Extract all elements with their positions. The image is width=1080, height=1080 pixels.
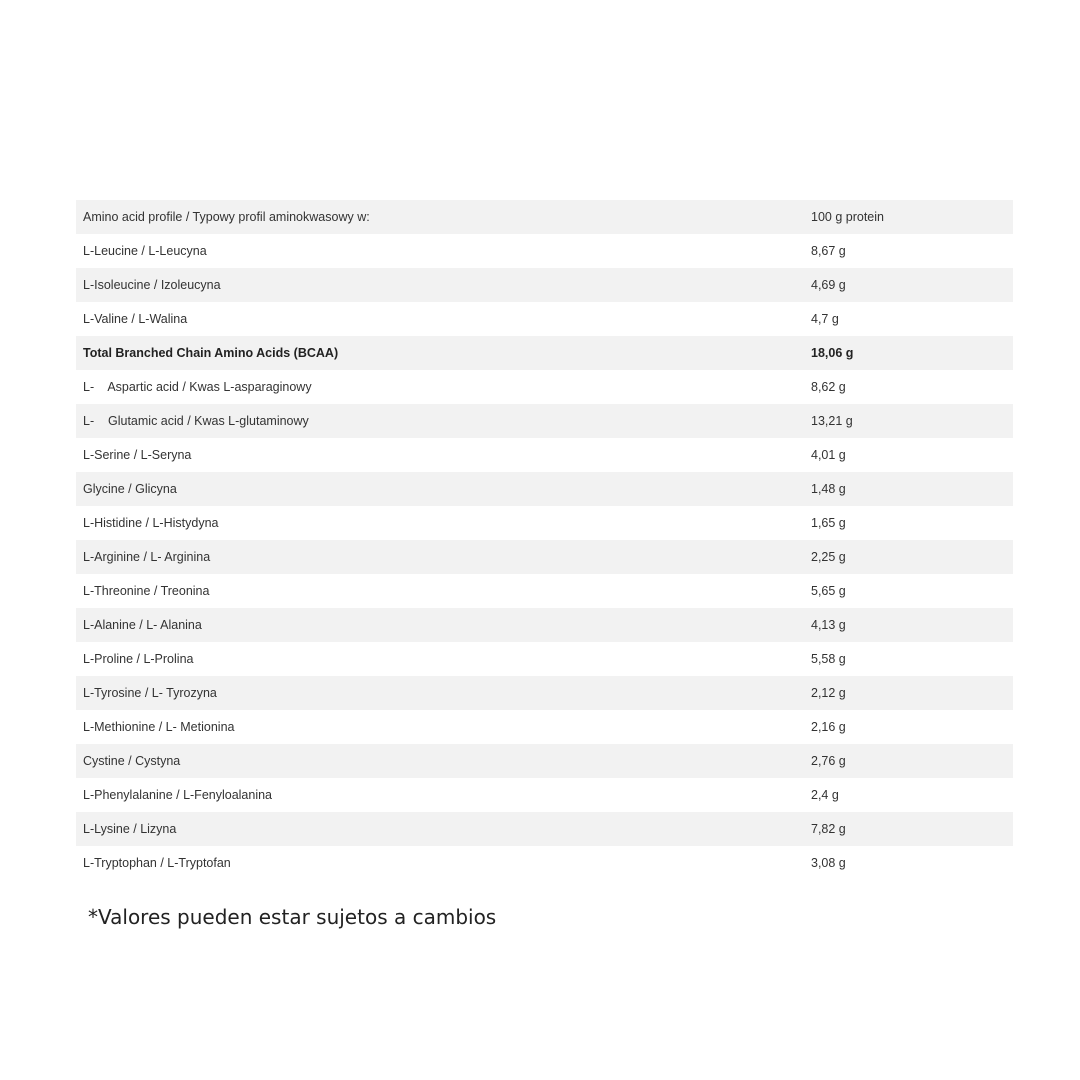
amino-acid-value: 2,25 g	[811, 550, 846, 564]
amino-acid-value: 3,08 g	[811, 856, 846, 870]
footnote: *Valores pueden estar sujetos a cambios	[88, 905, 497, 929]
table-row	[76, 778, 1013, 812]
amino-acid-name: L-Phenylalanine / L-Fenyloalanina	[83, 788, 273, 802]
amino-acid-name: Cystine / Cystyna	[83, 754, 181, 768]
table-row	[76, 676, 1013, 710]
amino-acid-value: 4,69 g	[811, 278, 846, 292]
amino-acid-name: L-Alanine / L- Alanina	[83, 618, 202, 632]
amino-acid-name: Amino acid profile / Typowy profil aminokwasowy w:	[83, 210, 370, 224]
table-row	[76, 744, 1013, 778]
amino-acid-name: L-Tyrosine / L- Tyrozyna	[83, 686, 217, 700]
amino-acid-table	[76, 200, 1013, 880]
amino-acid-name: L-Histidine / L-Histydyna	[83, 516, 219, 530]
table-row	[76, 404, 1013, 438]
table-row	[76, 472, 1013, 506]
table-row	[76, 302, 1013, 336]
amino-acid-value: 2,76 g	[811, 754, 846, 768]
table-row	[76, 370, 1013, 404]
amino-acid-name: L-Proline / L-Prolina	[83, 652, 194, 666]
amino-acid-value: 7,82 g	[811, 822, 846, 836]
amino-acid-value: 8,67 g	[811, 244, 846, 258]
table-row	[76, 642, 1013, 676]
amino-acid-value: 2,16 g	[811, 720, 846, 734]
amino-acid-value: 13,21 g	[811, 414, 853, 428]
amino-acid-value: 18,06 g	[811, 346, 854, 360]
amino-acid-name: Total Branched Chain Amino Acids (BCAA)	[83, 346, 339, 360]
table-row	[76, 608, 1013, 642]
amino-acid-value: 4,13 g	[811, 618, 846, 632]
amino-acid-name: L-Arginine / L- Arginina	[83, 550, 211, 564]
amino-acid-value: 100 g protein	[811, 210, 884, 224]
amino-acid-value: 4,7 g	[811, 312, 839, 326]
table-row	[76, 540, 1013, 574]
amino-acid-name: L-Isoleucine / Izoleucyna	[83, 278, 221, 292]
amino-acid-value: 2,12 g	[811, 686, 846, 700]
table-row	[76, 336, 1013, 370]
table-row	[76, 574, 1013, 608]
table-row	[76, 268, 1013, 302]
table-row	[76, 812, 1013, 846]
amino-acid-name: L-Serine / L-Seryna	[83, 448, 192, 462]
amino-acid-name: L- Glutamic acid / Kwas L-glutaminowy	[83, 414, 309, 428]
amino-acid-value: 5,58 g	[811, 652, 846, 666]
amino-acid-name: L-Tryptophan / L-Tryptofan	[83, 856, 231, 870]
table-row	[76, 846, 1013, 880]
amino-acid-name: L-Threonine / Treonina	[83, 584, 210, 598]
table-row	[76, 234, 1013, 268]
amino-acid-name: L- Aspartic acid / Kwas L-asparaginowy	[83, 380, 312, 394]
table-row	[76, 506, 1013, 540]
amino-acid-name: L-Lysine / Lizyna	[83, 822, 177, 836]
table-row	[76, 438, 1013, 472]
amino-acid-value: 2,4 g	[811, 788, 839, 802]
amino-acid-name: Glycine / Glicyna	[83, 482, 177, 496]
amino-acid-value: 1,48 g	[811, 482, 846, 496]
amino-acid-name: L-Leucine / L-Leucyna	[83, 244, 207, 258]
amino-acid-value: 8,62 g	[811, 380, 846, 394]
table-row	[76, 710, 1013, 744]
amino-acid-value: 1,65 g	[811, 516, 846, 530]
amino-acid-name: L-Methionine / L- Metionina	[83, 720, 235, 734]
table-header-row	[76, 200, 1013, 234]
amino-acid-value: 5,65 g	[811, 584, 846, 598]
amino-acid-name: L-Valine / L-Walina	[83, 312, 188, 326]
amino-acid-value: 4,01 g	[811, 448, 846, 462]
